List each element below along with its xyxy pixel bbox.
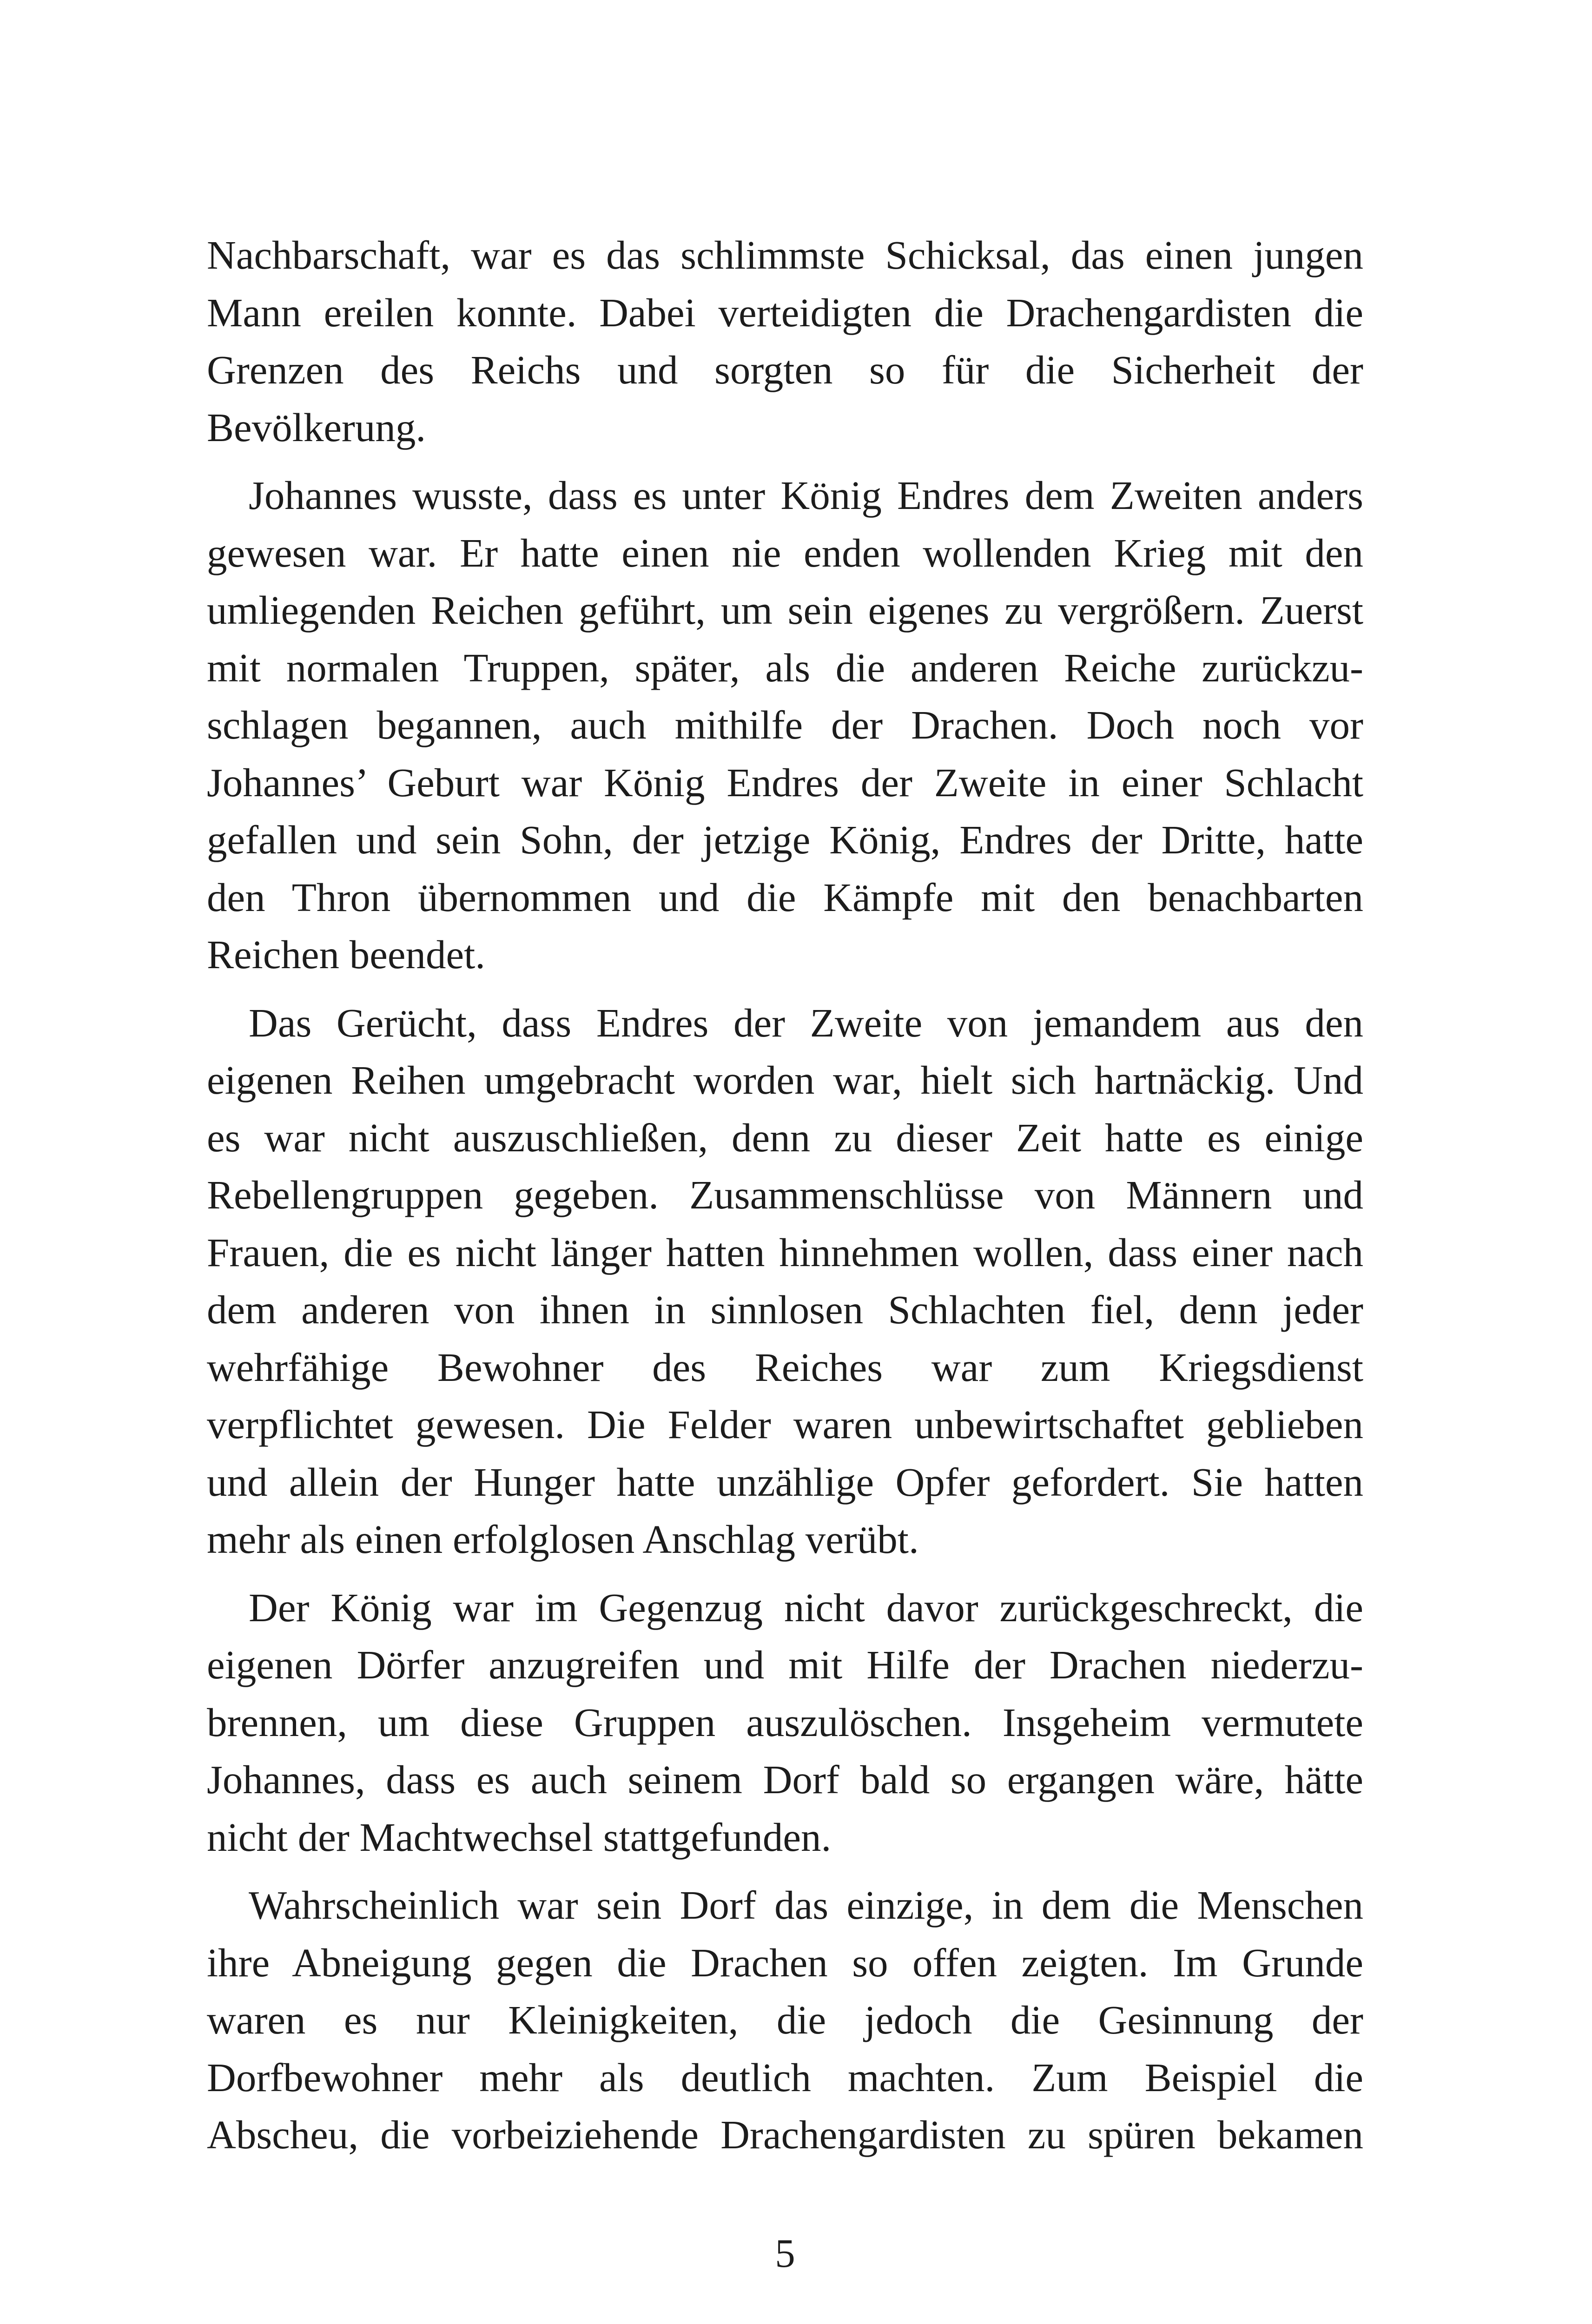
- text-line: gewesen war. Er hatte einen nie enden wollenden Krieg mit den: [207, 530, 1363, 575]
- text-line: den Thron übernommen und die Kämpfe mit den benachbarten: [207, 874, 1363, 920]
- text-line: ihre Abneigung gegen die Drachen so offen zeigten. Im Grunde: [207, 1940, 1363, 1985]
- text-line: Wahrscheinlich war sein Dorf das einzige, in dem die Menschen: [249, 1882, 1363, 1928]
- text-line: umliegenden Reichen geführt, um sein eigenes zu vergrößern. Zuerst: [207, 588, 1363, 633]
- text-line: eigenen Dörfer anzugreifen und mit Hilfe der Drachen niederzu-: [207, 1642, 1363, 1687]
- text-line: verpflichtet gewesen. Die Felder waren unbewirtschaftet geblieben: [207, 1402, 1363, 1447]
- text-line: Rebellengruppen gegeben. Zusammenschlüsse von Männern und: [207, 1172, 1363, 1217]
- text-line: es war nicht auszuschließen, denn zu dieser Zeit hatte es einige: [207, 1115, 1363, 1160]
- text-line: Frauen, die es nicht länger hatten hinnehmen wollen, dass einer nach: [207, 1229, 1363, 1275]
- text-line: nicht der Machtwechsel stattgefunden.: [207, 1814, 832, 1860]
- text-line: Mann ereilen konnte. Dabei verteidigten die Drachengardisten die: [207, 290, 1363, 335]
- text-line: wehrfähige Bewohner des Reiches war zum Kriegsdienst: [207, 1344, 1363, 1390]
- text-line: Abscheu, die vorbeiziehende Drachengardisten zu spüren bekamen: [207, 2112, 1363, 2157]
- page-number: 5: [775, 2231, 795, 2276]
- text-line: schlagen begannen, auch mithilfe der Drachen. Doch noch vor: [207, 702, 1363, 747]
- text-line: Der König war im Gegenzug nicht davor zurückgeschreckt, die: [249, 1585, 1363, 1630]
- text-line: Nachbarschaft, war es das schlimmste Schicksal, das einen jungen: [207, 232, 1363, 277]
- text-line: Johannes’ Geburt war König Endres der Zweite in einer Schlacht: [207, 759, 1363, 805]
- paragraph: [207, 1579, 1363, 1866]
- body-text: [207, 226, 1363, 2164]
- text-line: dem anderen von ihnen in sinnlosen Schlachten fiel, denn jeder: [207, 1287, 1363, 1332]
- text-line: Bevölkerung.: [207, 404, 426, 450]
- text-line: und allein der Hunger hatte unzählige Opfer gefordert. Sie hatten: [207, 1459, 1363, 1505]
- paragraph: [207, 226, 1363, 456]
- paragraph: [207, 994, 1363, 1568]
- text-line: gefallen und sein Sohn, der jetzige König, Endres der Dritte, hatte: [207, 817, 1363, 862]
- text-line: Reichen beendet.: [207, 932, 486, 977]
- text-line: Dorfbewohner mehr als deutlich machten. Zum Beispiel die: [207, 2054, 1363, 2100]
- paragraph: [207, 467, 1363, 984]
- text-line: mehr als einen erfolglosen Anschlag verübt.: [207, 1517, 919, 1562]
- text-line: eigenen Reihen umgebracht worden war, hielt sich hartnäckig. Und: [207, 1057, 1363, 1103]
- text-line: Johannes wusste, dass es unter König Endres dem Zweiten anders: [249, 473, 1363, 518]
- paragraph: [207, 1876, 1363, 2164]
- text-line: brennen, um diese Gruppen auszulöschen. Insgeheim vermutete: [207, 1699, 1363, 1745]
- text-line: waren es nur Kleinigkeiten, die jedoch die Gesinnung der: [207, 1997, 1363, 2042]
- text-line: Grenzen des Reichs und sorgten so für die Sicherheit der: [207, 347, 1363, 392]
- text-line: Johannes, dass es auch seinem Dorf bald so ergangen wäre, hätte: [207, 1757, 1363, 1802]
- text-line: Das Gerücht, dass Endres der Zweite von jemandem aus den: [249, 1000, 1363, 1045]
- text-line: mit normalen Truppen, später, als die anderen Reiche zurückzu-: [207, 645, 1363, 690]
